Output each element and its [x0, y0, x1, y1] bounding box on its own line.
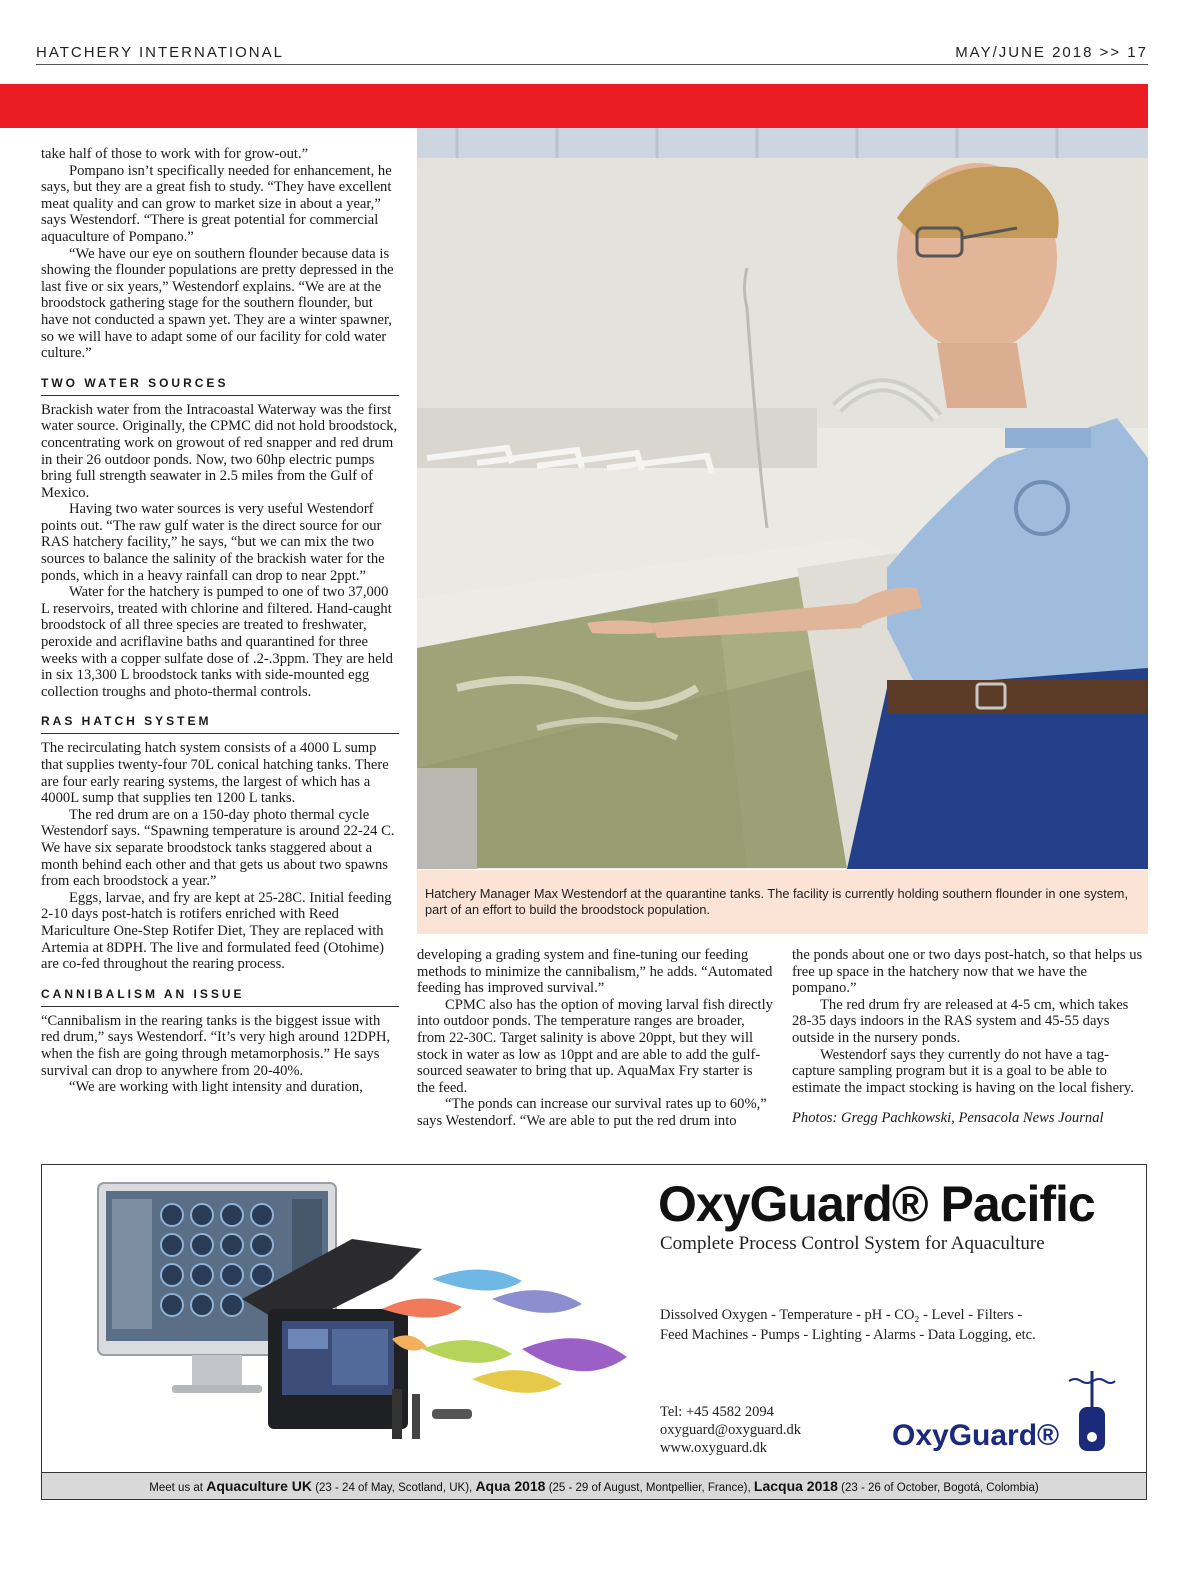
article-column-3 — [792, 947, 1148, 1127]
paragraph: Water for the hatchery is pumped to one of two 37,000 L reservoirs, treated with chlorine and filtered. Hand-caught broodstock of all three species are treated to freshwater, peroxide and acriflavine baths and quarantined for three weeks with a copper sulfate dose of .2-.3ppm. They are held in six 13,300 L broodstock tanks with side-mounted egg collection troughs and photo-thermal controls. — [41, 584, 393, 700]
ad-feature-line: Dissolved Oxygen - Temperature - pH - CO₂ - Level - Filters - — [660, 1307, 1023, 1323]
section-heading: CANNIBALISM AN ISSUE — [41, 987, 399, 1007]
red-band — [0, 84, 1148, 128]
ad-contact-info — [660, 1403, 801, 1457]
paragraph: Having two water sources is very useful Westendorf points out. “The raw gulf water is the direct source for our RAS hatchery facility,” he says, “but we can mix the two sources to balance the salinity of the brackish water for the ponds, which in a heavy rainfall can drop to near 2ppt.” — [41, 501, 385, 584]
publication-name: HATCHERY INTERNATIONAL — [36, 44, 284, 61]
paragraph: The red drum are on a 150-day photo thermal cycle Westendorf says. “Spawning temperature is around 22-24 C. We have six separate broodstock tanks staggered about a month behind each other and that gets us about two spawns from each broodstock a year.” — [41, 806, 395, 890]
photo-credit: Photos: Gregg Pachkowski, Pensacola News Journal — [792, 1110, 1104, 1127]
event-name: Lacqua 2018 — [753, 1478, 838, 1494]
event-detail: (23 - 26 of October, Bogotá, Colombia) — [841, 1482, 1039, 1494]
oxyguard-advertisement — [41, 1164, 1147, 1473]
paragraph: “The ponds can increase our survival rates up to 60%,” says Westendorf. “We are able to put the red drum into — [417, 1096, 767, 1129]
paragraph: the ponds about one or two days post-hatch, so that helps us free up space in the hatchery now that we have the pompano.” — [792, 947, 1143, 997]
ad-brand-title: OxyGuard® Pacific — [658, 1176, 1095, 1232]
paragraph: “We are working with light intensity and duration, — [69, 1079, 363, 1096]
oxygen-probe-icon — [1067, 1371, 1117, 1455]
paragraph: CPMC also has the option of moving larval fish directly into outdoor ponds. The temperature ranges are broader, from 22-30C. Target salinity is above 20ppt, but they will stock in water as low as 10ppt and are able to add the gulf-sourced seawater to bring that up. AquaMax Fry starter is the feed. — [417, 996, 773, 1096]
section-heading: TWO WATER SOURCES — [41, 376, 399, 396]
paragraph: Pompano isn’t specifically needed for enhancement, he says, but they are a great fish to study. “They have excellent meat quality and can grow to market size in about a year,” says Westendorf. “There is great potential for commercial aquaculture of Pompano.” — [41, 162, 392, 245]
ad-feature-line: Feed Machines - Pumps - Lighting - Alarms - Data Logging, etc. — [660, 1327, 1036, 1343]
paragraph: developing a grading system and fine-tuning our feeding methods to minimize the cannibalism,” he adds. “Automated feeding has improved survival.” — [417, 947, 773, 997]
paragraph: The recirculating hatch system consists of a 4000 L sump that supplies twenty-four 70L conical hatching tanks. There are four early rearing systems, the largest of which has a 4000L sump that supplies ten 1200 L tanks. — [41, 740, 389, 807]
issue-page-number: MAY/JUNE 2018 >> 17 — [955, 44, 1148, 61]
paragraph: Eggs, larvae, and fry are kept at 25-28C. Initial feeding 2-10 days post-hatch is rotifers enriched with Reed Mariculture One-Step Rotifer Diet, They are replaced with Artemia at 8DPH. The live and formulated feed (Otohime) are co-fed throughout the rearing process. — [41, 889, 392, 973]
paragraph: take half of those to work with for grow-out.” — [41, 146, 309, 162]
ad-events-footer — [41, 1473, 1147, 1500]
article-column-1 — [41, 146, 399, 1096]
section-heading: RAS HATCH SYSTEM — [41, 714, 399, 734]
article-column-2 — [417, 947, 773, 1130]
paragraph: “We have our eye on southern flounder because data is showing the flounder populations are pretty depressed in the last five or six years,” Westendorf explains. “We are at the broodstock gathering stage for the southern flounder, but have not conducted a spawn yet. They are a winter spawner, so we will have to adapt some of our facility for cold water culture.” — [41, 245, 394, 362]
paragraph: Brackish water from the Intracoastal Waterway was the first water source. Originally, the CPMC did not hold broodstock, concentrating work on growout of red snapper and red drum in their 26 outdoor ponds. Now, two 60hp electric pumps bring full strength seawater in 2.5 miles from the Gulf of Mexico. — [41, 401, 398, 501]
paragraph: “Cannibalism in the rearing tanks is the biggest issue with red drum,” says Westendorf. “It’s very high around 12DPH, when the fish are going through metamorphosis.” He says survival can drop to anywhere from 20-40%. — [41, 1012, 391, 1079]
product-illustration — [92, 1179, 632, 1449]
paragraph: Westendorf says they currently do not have a tag-capture sampling program but it is a goal to be able to estimate the impact stocking is having on the local fishery. — [792, 1046, 1134, 1096]
ad-feature-list — [660, 1305, 1036, 1345]
photo-caption: Hatchery Manager Max Westendorf at the quarantine tanks. The facility is currently holding southern flounder in one system, part of an effort to build the broodstock population. — [417, 870, 1148, 934]
event-detail: (25 - 29 of August, Montpellier, France), — [548, 1482, 751, 1494]
header-rule — [36, 64, 1148, 65]
ad-email-link[interactable]: oxyguard@oxyguard.dk — [660, 1422, 802, 1438]
ad-phone: Tel: +45 4582 2094 — [660, 1404, 774, 1420]
event-name: Aquaculture UK — [206, 1478, 312, 1494]
footer-prefix: Meet us at — [149, 1482, 203, 1494]
oxyguard-logo: OxyGuard® — [892, 1419, 1060, 1452]
event-detail: (23 - 24 of May, Scotland, UK), — [315, 1482, 473, 1494]
event-name: Aqua 2018 — [475, 1478, 546, 1494]
ad-website-link[interactable]: www.oxyguard.dk — [660, 1440, 767, 1456]
paragraph: The red drum fry are released at 4-5 cm, which takes 28-35 days indoors in the RAS system and 45-55 days outside in the nursery ponds. — [792, 996, 1129, 1046]
ad-subtitle: Complete Process Control System for Aquaculture — [660, 1233, 1045, 1254]
article-photo — [417, 128, 1148, 869]
